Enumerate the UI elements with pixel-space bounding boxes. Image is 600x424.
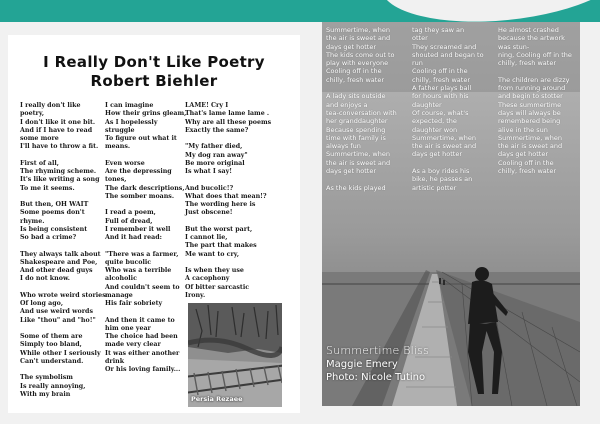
railroad-tracks-illustration	[188, 303, 282, 407]
summer-poem-caption	[326, 344, 429, 384]
poem-author: Robert Biehler	[90, 72, 218, 90]
poem-title-block	[8, 53, 300, 91]
railroad-tracks-photo	[188, 303, 282, 407]
poem-column-1: I really don't like poetry, I don't like it one bit. And if I have to read some more I'll have to throw a fit. First of all, The rhyming scheme. It's like writing a song To me it seems. But then, OH WAIT Some poems don't rhyme. Is being consistent So bad a crime? They always talk about Shakespeare and Poe, And other dead guys I do not know. Who wrote weird stories Of long ago, And use weird words Like "thou" and "ho!" Some of them are Simply too bland, While other I seriously Can't understand. The symbolism Is really annoying, With my brain	[20, 102, 106, 398]
summer-poem-column-2: tag they saw an otter They screamed and shouted and began to run Cooling off in the chilly, fresh water A father plays ball for hours with his daughter Of course, what's expected, the daughter won Summertime, when the air is sweet and days get hotter As a boy rides his bike, he passes an artistic potter	[412, 26, 484, 192]
poem-column-3: LAME! Cry I That's lame lame lame . Why are all these poems Exactly the same? "My father died, My dog ran away" Be more original Is what I say! And bucolic!? What does that mean!? The wording here is Just obscene! But the worst part, I cannot lie, The part that makes Me want to cry, Is when they use A cacophony Of bitter sarcastic Irony.	[185, 102, 272, 299]
summer-poem-column-1: Summertime, when the air is sweet and days get hotter The kids come out to play with everyone Cooling off in the chilly, fresh water A lady sits outside and enjoys a tea-conversation with her granddaughter Because spending time with family is always fun Summertime, when the air is sweet and days get hotter As the kids played	[326, 26, 397, 192]
summer-poem-author: Maggie Emery	[326, 359, 398, 370]
left-page	[8, 35, 300, 413]
poem-column-2: I can imagine How their grins gleam, As I hopelessly struggle To figure out what it means. Even worse Are the depressing tones, The dark descriptions, The somber moans. I read a poem, Full of dread, I remember it well And it had read: "There was a farmer, quite bucolic Who was a terrible alcoholic And couldn't seem to manage His fair sobriety And then it came to him one year The choice had been made very clear It was either another drink Or his loving family...	[105, 102, 187, 373]
summer-poem-title: Summertime Bliss	[326, 344, 430, 357]
summer-photo-credit: Photo: Nicole Tutino	[326, 372, 426, 383]
poem-title: I Really Don't Like Poetry	[43, 53, 265, 71]
summer-poem-column-3: He almost crashed because the artwork was stun- ning, Cooling off in the chilly, fresh water The children are dizzy from running around and begin to stotter These summertime days will always be remembered being alive in the sun Summertime, when the air is sweet and days get hotter Cooling off in the chilly, fresh water	[498, 26, 572, 176]
photo-credit-persia: Persia Rezaee	[191, 395, 243, 403]
right-page	[322, 22, 580, 406]
